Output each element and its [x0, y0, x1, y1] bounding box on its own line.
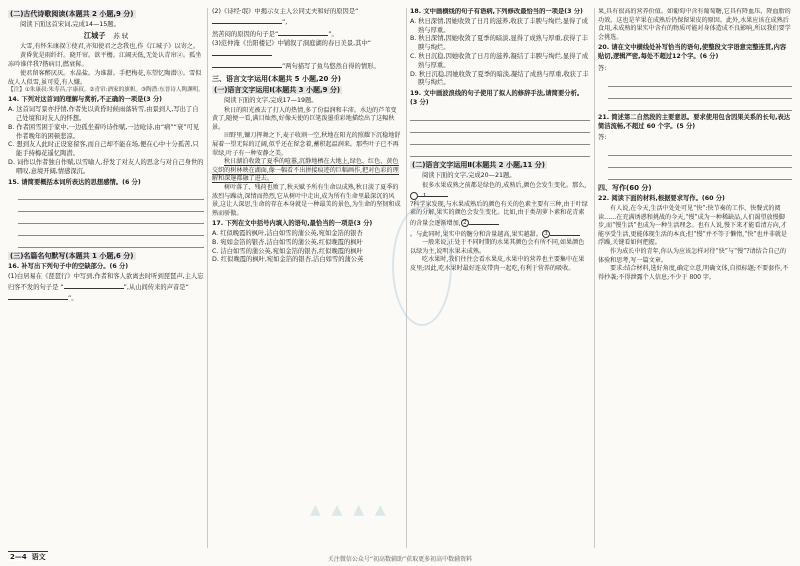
passage-paragraph: 吃水果时,我们往往会看水果皮,水果中的营养也主要集中在果皮里;因此,吃水果时最好连皮带肉一起吃,有利于营养的吸收。	[410, 256, 585, 272]
answer-label: 答:	[598, 134, 607, 142]
answer-line[interactable]	[18, 236, 204, 248]
poem-line: 黄昏犹是雨纤纤。晓开帘。欲平檐。江阔天低,无处认青帘②。孤坐冻吟谁伴我?揩病目,撚衰髯。	[8, 51, 202, 68]
fill-blank[interactable]	[418, 190, 448, 197]
answer-line[interactable]	[410, 145, 590, 157]
option-c: C. 秋日沉稳,因她收敛了日月的滋养,凝结了丰腴与绚烂,显得了成熟与厚重。	[410, 52, 589, 69]
poem-line: 使君留客醉厌厌。水晶盐。为谁甜。手把梅花,东望忆陶潜③。雪似故人人似雪,虽可爱,有人嫌。	[8, 69, 202, 86]
option-c: C. 想到友人此时正设宴留客,而自己却不能在场,便在心中十分孤苦,只能手持梅花遥忆陶潜。	[8, 141, 199, 158]
option-b: B. 宛如金箔的银杏,洁白如雪的蒲公英,红似晚霞的枫叶	[212, 238, 363, 246]
option-d: D. 红似晚霞的枫叶,宛如金箔的银杏,洁白如雪的蒲公英	[212, 256, 364, 264]
fill-blank[interactable]	[278, 29, 328, 36]
column-divider	[207, 8, 208, 548]
question-19: 19. 文中画波浪线的句子使用了拟人的修辞手法,请简要分析。(3 分)	[410, 90, 584, 106]
instruction: 阅读下面这首宋词,完成14—15题。	[20, 21, 120, 28]
question-16-3: (3)范仲淹《岳阳楼记》中铺叙了洞庭湖的春日美景,其中“	[212, 40, 402, 60]
question-16: 16. 补写出下列句子中的空缺部分。(6 分)	[8, 263, 129, 271]
option-b: B. 秋日深情,因她收敛了夏季的暗淡,显得了成熟与厚重,获得了丰腴与绚烂。	[410, 35, 589, 52]
poem-title: 江城子 苏 轼	[83, 30, 129, 40]
fill-blank[interactable]	[8, 293, 68, 300]
fill-blank[interactable]	[212, 49, 272, 56]
option-d: D. 词作以作者独自作赋,以雪喻人,抒发了对友人的思念与对自己身世的喟叹,意境开阔,情感深沉。	[8, 158, 204, 175]
question-21: 21. 简述第二自然段的主要意思。要求使用包含因果关系的长句,表达简洁流畅,不超过 60 个字。(5 分)	[598, 113, 791, 130]
fill-blank[interactable]	[212, 61, 282, 68]
section-subheading: (一)语言文字运用Ⅰ(本题共 3 小题,9 分)	[214, 85, 341, 94]
answer-line[interactable]	[410, 121, 590, 133]
section-heading: (三)名篇名句默写(本题共 1 小题,6 分)	[10, 252, 134, 261]
passage-paragraph: 。与此同时,果实中的糖分和含量越高,果实越甜。 3	[410, 229, 590, 240]
question-15: 15. 请简要概括本词所表达的思想感情。(6 分)	[8, 178, 141, 186]
material-paragraph: 有人说,在今天,生活中处处可见“快”:快节奏的工作、快餐式的阅读……在充满诱惑和挑战的今天,“慢”成为一种稀缺品,人们渴望放慢脚步,而“慢生活”也成为一种生活理念。也有人说,慢下来才能看清方向,才能享受生活,更能体现生活的本真;但“慢”并不等于懒惰,“快”也并非就是浮躁,关键看如何把握。	[598, 204, 788, 247]
answer-line[interactable]	[608, 75, 792, 87]
fill-blank[interactable]	[550, 229, 580, 236]
material-paragraph: 要求:结合材料,选好角度,确定立意,明确文体,自拟标题;不要套作,不得抄袭;不得泄露个人信息;不少于 800 字。	[598, 265, 789, 281]
question-20: 20. 请在文中横线处补写恰当的语句,使整段文字语意完整连贯,内容贴切,逻辑严密,每处不超过12个字。(6 分)	[598, 44, 787, 61]
answer-line[interactable]	[18, 224, 204, 236]
fill-blank[interactable]	[469, 218, 499, 225]
fill-blank[interactable]	[64, 282, 124, 289]
answer-line[interactable]	[608, 168, 792, 180]
option-b: B. 作者困雪困于家中,一边孤坐着吟诗作赋,一边呛诗,由“病”“衰”可见作者晚年的困顿悲凉。	[8, 123, 200, 140]
option-a: A. 秋日深情,因她收敛了日月的滋养,收获了丰腴与绚烂,显得了成熟与厚重。	[410, 17, 588, 34]
question-18: 18. 文中画横线的句子有语病,下列修改最恰当的一项是(3 分)	[410, 8, 583, 15]
answer-label: 答:	[598, 64, 607, 72]
page-number: 2—4 语文	[10, 553, 46, 561]
question-16-2: (2)《诗经·氓》中揭示女主人公同丈夫和好的原因是“”,	[212, 8, 359, 26]
material-paragraph: 作为成长中的青年,你认为应该怎样对待“快”与“慢”?请结合自己的体验和思考,写一篇文章。	[598, 247, 787, 264]
passage-paragraph: ?科学家发现,与水果成熟后的颜色有关的色素主要有三种,由于叶绿素的分解,果实的颜色会发生变化。比如,由于类胡萝卜素和花青素的含量会逐渐增加, 2	[410, 200, 588, 227]
passage-paragraph: 果,具有很高的营养价值。如葡萄中含有葡萄糖,它具有降血压、降血脂的功效。这也是苹果在成熟后仍保留果皮的原因。此外,水果应该在成熟后食用,未成熟的果实中含有的物质可能对身体造成不良影响,所以我们要学会挑选。	[598, 8, 791, 41]
blank-marker-1: 1	[410, 192, 418, 200]
passage-paragraph: 秋日的阳光被去了打人的热情,多了份温润和丰沛。水边的芦苇变黄了,随便一看,满目灿然,好像天使的巨笔泼墨重彩地描绘出了这幅秋景。	[212, 106, 397, 131]
column-1	[8, 8, 204, 305]
question-22: 22. 阅读下面的材料,根据要求写作。(60 分)	[598, 195, 725, 203]
section-heading: (二)古代诗歌阅读(本题共 2 小题,9 分)	[10, 10, 134, 18]
poem-line: 大雪,有怀朱康叔①使君,亦知使君之念我也,作《江城子》以寄之。	[20, 42, 200, 50]
watermark-seal	[392, 206, 452, 326]
passage-paragraph: 田野里,镰刀挥舞之下,麦子收割一空,秋地在阳光的照耀下沉稳地舒展着一望无际的辽阔,似乎还在留念着,蓄积起温润来。那些叶子已不再翠绿,叶子有一种安静之美。	[212, 132, 401, 157]
passage-paragraph: 一般来说,正处于不同时期的水果其颜色会有所不同,如果颜色以绿为主,说明水果未成熟。	[410, 239, 585, 255]
answer-line[interactable]	[608, 144, 792, 156]
section-heading: 三、语言文字运用(本题共 5 小题,20 分)	[212, 74, 341, 83]
blank-marker-2: 2	[461, 219, 469, 227]
question-17: 17. 下列在文中括号内填入的语句,最恰当的一项是(3 分)	[212, 220, 373, 228]
column-divider	[594, 8, 595, 548]
option-d: D. 秋日沉稳,因她收敛了夏季的暗淡,凝结了成熟与厚重,收获了丰腴与绚烂。	[410, 70, 589, 87]
blank-marker-3: 3	[542, 230, 550, 238]
option-a: A. 红似晚霞的枫叶,洁白如雪的蒲公英,宛如金箔的银杏	[212, 230, 363, 238]
passage-paragraph: 很多水果成熟之前都是绿色的,成熟后,颜色会发生变化。那么,1	[410, 182, 590, 201]
column-4	[598, 8, 792, 282]
question-14: 14. 下列对这首词的理解与赏析,不正确的一项是(3 分)	[8, 96, 163, 104]
section-subheading: (二)语言文字运用Ⅱ(本题共 2 小题,11 分)	[412, 160, 545, 169]
watermark-logo: ▲ ▲ ▲ ▲	[310, 502, 389, 518]
answer-line[interactable]	[608, 156, 792, 168]
answer-line[interactable]	[18, 200, 204, 212]
answer-line[interactable]	[608, 87, 792, 99]
column-2	[212, 8, 402, 265]
passage-paragraph: 树叶落了、残荷也败了,秋天赋予所有生命以成熟,秋日淡了夏季的浓烈与躁动,深情而热烈,它从树叶中走出,成为所有生命里最深沉的风景,这让人深思,生命的存在本身就是一种最美的景色,为生命的坚韧和成熟而骄傲。	[212, 183, 401, 217]
passage-paragraph: 秋日湖泊收敛了夏季的喧嚣,沉静地栖在大地上,绿色、红色、黄色交织的树林映在湖面,像一幅看不出拼接痕迹的巨幅画作,把对色彩的理解和深邃都融了进去。	[212, 158, 399, 183]
answer-line[interactable]	[608, 99, 792, 111]
instruction: 阅读下面的文字,完成17—19题。	[224, 96, 318, 104]
question-16-2b: 然苦闷的原因的句子是“ ”。	[212, 30, 338, 38]
answer-line[interactable]	[18, 188, 204, 200]
poem-notes: 【注】①朱康叔:朱寿昌,字康叔。②青帘:酒家的旗帜。③陶潜:东晋诗人陶渊明。	[8, 86, 204, 93]
answer-line[interactable]	[410, 109, 590, 121]
question-16-3b: ”两句描写了鱼鸟悠然自得的情形。	[212, 61, 402, 72]
instruction: 阅读下面的文字,完成20—21题。	[422, 171, 516, 179]
question-16-1: (1)白居易在《琵琶行》中写到,作者和客人欲离去时听到琵琶声,主人忘归客不发的句子是 “ ”,从山间传来的声音是“”。	[8, 273, 204, 302]
answer-line[interactable]	[18, 212, 204, 224]
answer-line[interactable]	[410, 133, 590, 145]
footer-credit: 关注微信公众号“初高数辅助”获取更多初高中数辅资料	[327, 556, 473, 563]
fill-blank[interactable]	[212, 17, 282, 24]
section-heading: 四、写作(60 分)	[598, 184, 652, 193]
option-a: A. 这首词写景亦抒情,作者先以黄昏时候雨落转雪,由景到人,写出了自己处境和对友人的怀想。	[8, 106, 199, 122]
option-c: C. 洁白如雪的蒲公英,宛如金箔的银杏,红似晚霞的枫叶	[212, 247, 363, 255]
